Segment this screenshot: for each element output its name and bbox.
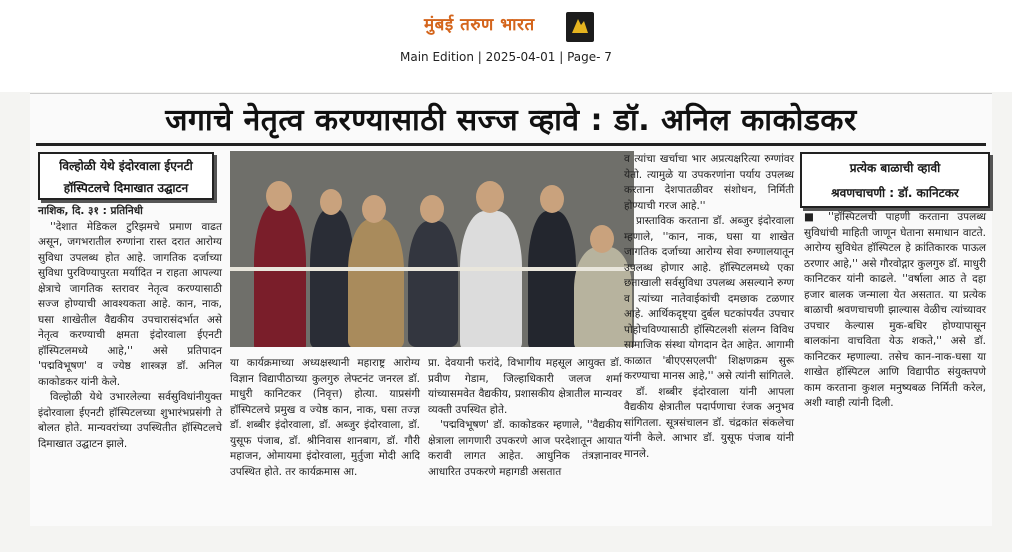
column-5 [804,210,986,412]
masthead [0,0,1012,92]
headline-rule [36,143,986,146]
inauguration-ribbon [230,267,634,271]
col3-para2: 'पद्मविभूषण' डॉ. काकोडकर म्हणाले, ''वैद्यकीय क्षेत्राला लागणारी उपकरणे आज परदेशातून आयात करावी लागत आहेत. आधुनिक तंत्रज्ञानावर आधारित उपकरणे महागडी असतात [428,419,622,478]
subhead-right-line2: श्रवणचाचणी : डॉ. कानिटकर [831,186,959,200]
subhead-right-box [800,152,990,208]
col5-para1: ■ ''हॉस्पिटलची पाहणी करताना उपलब्ध सुविधांची माहिती जाणून घेताना समाधान वाटते. आरोग्य सुविधेत हॉस्पिटल हे क्रांतिकारक पाऊल ठरणार आहे,'' असे गौरवोद्गार कुलगुरु डॉ. माधुरी कानिटकर यांनी काढले. ''वर्षाला आठ ते दहा हजार बालक जन्माला येत असतात. या प्रत्येक बाळाची श्रवणचाचणी झाल्यास वेळीच त्यांच्यावर उपचार केल्यास मुक-बधिर होण्यापासून बालकांना वाचविता येऊ शकते,'' असे डॉ. कानिटकर म्हणाल्या. तसेच कान-नाक-घसा या शाखेत हॉस्पिटल आणि विद्यापीठ संयुक्तपणे काम करताना कुशल मनुष्यबळ निर्मिती करेल, अशी ग्वाही त्यांनी दिली. [804,211,986,409]
subhead-left-box [38,152,214,200]
col4-para2: प्रास्ताविक करताना डॉ. अब्जुर इंदोरवाला म्हणाले, ''कान, नाक, घसा या शाखेत जागतिक दर्जाच्या आरोग्य सेवा रुग्णालयातून उपलब्ध होणार आहे. हॉस्पिटलमध्ये एका छताखाली सर्वसुविधा उपलब्ध असल्याने रुग्ण व त्यांच्या नातेवाईकांची दमछाक टळणार आहे. आर्थिकदृष्ट्या दुर्बल घटकांपर्यंत उपचार पोहोचविण्यासाठी हॉस्पिटलशी संलग्न विविध सामाजिक संस्था योगदान देत आहेत. आगामी काळात 'बीएएसएलपी' शिक्षणक्रम सुरू करण्याचा मानस आहे,'' असे त्यांनी सांगितले. [624,215,794,382]
brand-badge-icon [566,12,594,42]
column-4 [624,152,794,462]
subhead-left-line1: विल्होळी येथे इंदोरवाला ईएनटी [59,159,193,173]
col1-para1: ''देशात मेडिकल टुरिझमचे प्रमाण वाढत असून, जगभरातील रुग्णांना रास्त दरात आरोग्य सुविधा उपलब्ध होत आहे. जागतिक दर्जाच्या सुविधा पुरविण्यापुरता मर्यादित न राहता आपल्या क्षेत्राचे जागतिक स्तरावर नेतृत्व करण्यासाठी सज्ज होण्याची आवश्यकता आहे. कान, नाक, घसा शाखेतील वैद्यकीय उपचारासंदर्भात असे नेतृत्व करण्याची क्षमता इंदोरवाला ईएनटी हॉस्पिटलमध्ये आहे,'' असे प्रतिपादन 'पद्मविभूषण' व ज्येष्ठ शास्त्रज्ञ डॉ. अनिल काकोडकर यांनी केले. [38,220,222,388]
col4-para1: व त्यांचा खर्चाचा भार अप्रत्यक्षरित्या रुग्णांवर येतो. त्यामुळे या उपकरणांना पर्याय उपलब्ध करताना देशपातळीवर संशोधन, निर्मिती होण्याची गरज आहे.'' [624,153,794,212]
edition-line: Main Edition | 2025-04-01 | Page- 7 [400,50,612,64]
news-clipping [30,93,992,526]
newspaper-logo: मुंबई तरुण भारत [424,15,535,35]
col1-para2: विल्होळी येथे उभारलेल्या सर्वसुविधांनीयुक्त इंदोरवाला ईएनटी हॉस्पिटलच्या शुभारंभप्रसंगी ते बोलत होते. मान्यवरांच्या उपस्थितीत हॉस्पिटलचे दिमाखात उद्घाटन झाले. [38,391,222,450]
subhead-right-line1: प्रत्येक बाळाची व्हावी [849,161,941,175]
column-1 [38,204,222,452]
col3-para1: प्रा. देवयानी फरांदे, विभागीय महसूल आयुक्त डॉ. प्रवीण गेडाम, जिल्हाधिकारी जलज शर्मा यांच्यासमवेत वैद्यकीय, प्रशासकीय क्षेत्रातील मान्यवर व्यक्ती उपस्थित होते. [428,357,622,416]
col4-para3: डॉ. शब्बीर इंदोरवाला यांनी आपला वैद्यकीय क्षेत्रातील पदार्पणाचा रंजक अनुभव सांगितला. सूत्रसंचालन डॉ. चंद्रकांत संकलेचा यांनी केले. आभार डॉ. युसूफ पंजाब यांनी मानले. [624,385,794,460]
column-2 [230,356,420,480]
byline: नाशिक, दि. ३१ : प्रतिनिधी [38,205,143,217]
event-photo [230,151,634,347]
column-3 [428,356,622,480]
subhead-left-line2: हॉस्पिटलचे दिमाखात उद्घाटन [63,181,189,195]
col2-para1: या कार्यक्रमाच्या अध्यक्षस्थानी महाराष्ट्र आरोग्य विज्ञान विद्यापीठाच्या कुलगुरु लेफ्टनंट जनरल डॉ. माधुरी कानिटकर (निवृत्त) होत्या. याप्रसंगी हॉस्पिटलचे प्रमुख व ज्येष्ठ कान, नाक, घसा तज्ज्ञ डॉ. शब्बीर इंदोरवाला, डॉ. अब्जुर इंदोरवाला, डॉ. युसूफ पंजाब, डॉ. श्रीनिवास शानबाग, डॉ. गौरी महाजन, ओमायमा इंदोरवाला, मुर्तुजा मोदी आदि उपस्थित होते. तर कार्यक्रमास आ. [230,357,420,478]
headline: जगाचे नेतृत्व करण्यासाठी सज्ज व्हावे : डॉ. अनिल काकोडकर [165,103,857,138]
